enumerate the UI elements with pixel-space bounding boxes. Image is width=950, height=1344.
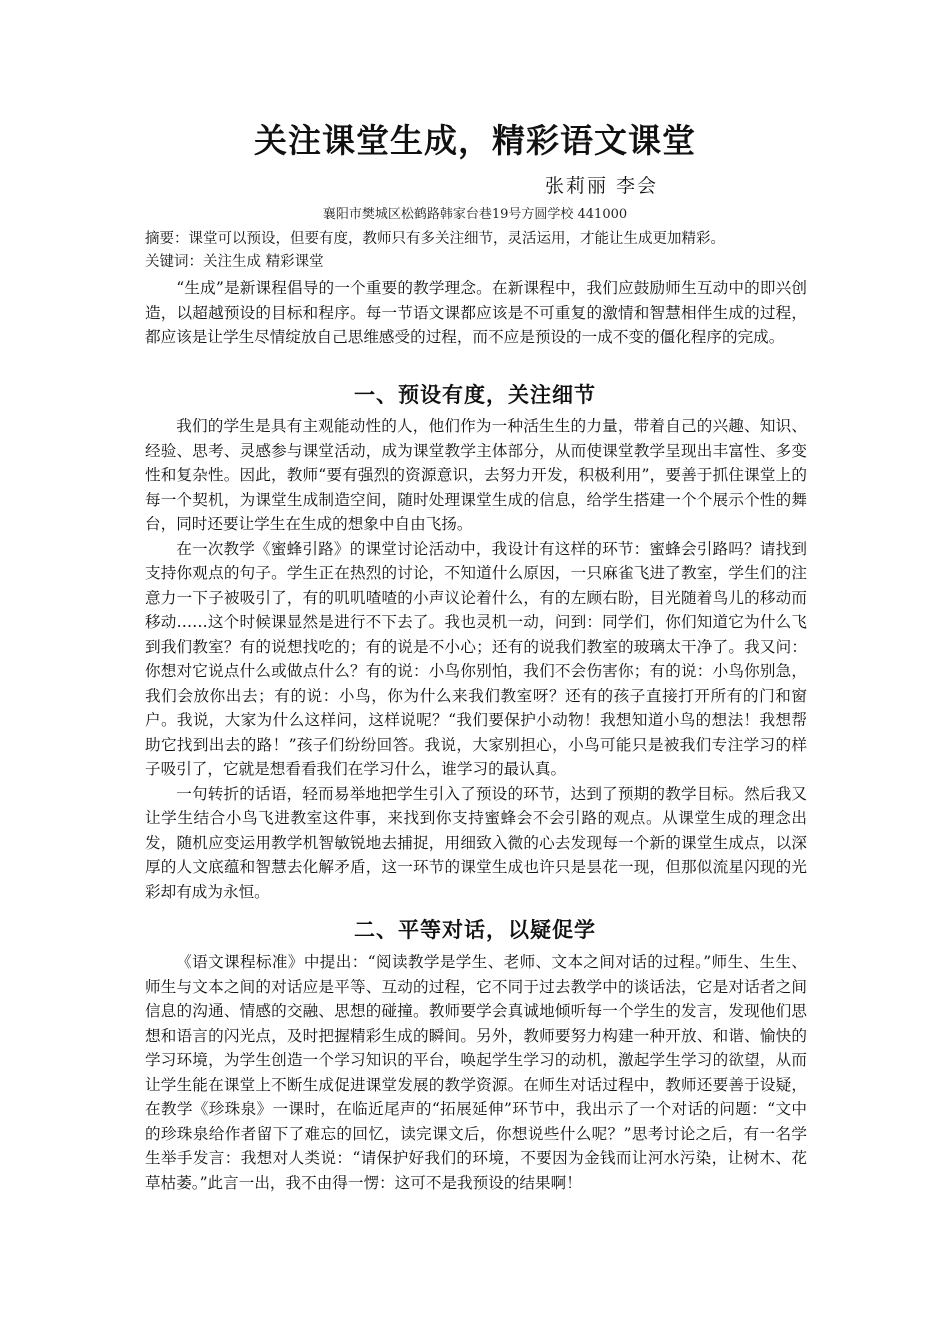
section-1-paragraph: 一句转折的话语，轻而易举地把学生引入了预设的环节，达到了预期的教学目标。然后我又让学生结合小鸟飞进教室这件事，来找到你支持蜜蜂会不会引路的观点。从课堂生成的理念出发，随机应变运用教学机智敏锐地去捕捉，用细致入微的心去发现每一个新的课堂生成点，以深厚的人文底蕴和智慧去化解矛盾，这一环节的课堂生成也许只是昙花一现，但那似流星闪现的光彩却有成为永恒。 <box>145 784 807 901</box>
abstract-block <box>145 228 807 274</box>
section-1-paragraph: 在一次教学《蜜蜂引路》的课堂讨论活动中，我设计有这样的环节：蜜蜂会引路吗？请找到支持你观点的句子。学生正在热烈的讨论，不知道什么原因，一只麻雀飞进了教室，学生们的注意力一下子被吸引了，有的叽叽喳喳的小声议论着什么，有的左顾右盼，目光随着鸟儿的移动而移动……这个时候课显然是进行不下去了。我也灵机一动，问到：同学们，你们知道它为什么飞到我们教室？有的说想找吃的；有的说是不小心；还有的说我们教室的玻璃太干净了。我又问：你想对它说点什么或做点什么？有的说：小鸟你别怕，我们不会伤害你；有的说：小鸟你别急，我们会放你出去；有的说：小鸟，你为什么来我们教室呀？还有的孩子直接打开所有的门和窗户。我说，大家为什么这样问，这样说呢？“我们要保护小动物！我想知道小鸟的想法！我想帮助它找到出去的路！”孩子们纷纷回答。我说，大家别担心，小鸟可能只是被我们专注学习的样子吸引了，它就是想看看我们在学习什么，谁学习的最认真。 <box>145 539 807 778</box>
abstract: 摘要：课堂可以预设，但要有度，教师只有多关注细节，灵活运用，才能让生成更加精彩。 <box>145 231 725 247</box>
section-1-paragraph: 我们的学生是具有主观能动性的人，他们作为一种活生生的力量，带着自己的兴趣、知识、经验、思考、灵感参与课堂活动，成为课堂教学主体部分，从而使课堂教学呈现出丰富性、多变性和复杂性。因此，教师“要有强烈的资源意识，去努力开发，积极利用”，要善于抓住课堂上的每一个契机，为课堂生成制造空间，随时处理课堂生成的信息，给学生搭建一个个展示个性的舞台，同时还要让学生在生成的想象中自由飞扬。 <box>145 417 807 533</box>
keywords: 关键词：关注生成 精彩课堂 <box>145 254 324 270</box>
section-heading-2: 二、平等对话，以疑促学 <box>354 917 596 942</box>
section-1-body <box>145 414 807 904</box>
affiliation: 襄阳市樊城区松鹤路韩家台巷19号方圆学校 441000 <box>322 207 628 222</box>
intro-block <box>145 276 807 350</box>
authors: 张莉丽 李会 <box>545 175 659 197</box>
section-heading-1: 一、预设有度，关注细节 <box>354 382 596 407</box>
section-2-body <box>145 950 807 1195</box>
document-title: 关注课堂生成，精彩语文课堂 <box>254 121 696 160</box>
section-2-paragraph: 《语文课程标准》中提出：“阅读教学是学生、老师、文本之间对话的过程。”师生、生生、师生与文本之间的对话应是平等、互动的过程，它不同于过去教学中的谈话法，它是对话者之间信息的沟通、情感的交融、思想的碰撞。教师要学会真诚地倾听每一个学生的发言，发现他们思想和语言的闪光点，及时把握精彩生成的瞬间。另外，教师要努力构建一种开放、和谐、愉快的学习环境，为学生创造一个学习知识的平台，唤起学生学习的动机，激起学生学习的欲望，从而让学生能在课堂上不断生成促进课堂发展的教学资源。在师生对话过程中，教师还要善于设疑，在教学《珍珠泉》一课时，在临近尾声的“拓展延伸”环节中，我出示了一个对话的问题：“文中的珍珠泉给作者留下了难忘的回忆，读完课文后，你想说些什么呢？”思考讨论之后，有一名学生举手发言：我想对人类说：“请保护好我们的环境，不要因为金钱而让河水污染，让树木、花草枯萎。”此言一出，我不由得一愣：这可不是我预设的结果啊！ <box>145 953 807 1192</box>
intro-paragraph: “生成”是新课程倡导的一个重要的教学理念。在新课程中，我们应鼓励师生互动中的即兴创造，以超越预设的目标和程序。每一节语文课都应该是不可重复的激情和智慧相伴生成的过程，都应该是让学生尽情绽放自己思维感受的过程，而不应是预设的一成不变的僵化程序的完成。 <box>145 279 807 346</box>
